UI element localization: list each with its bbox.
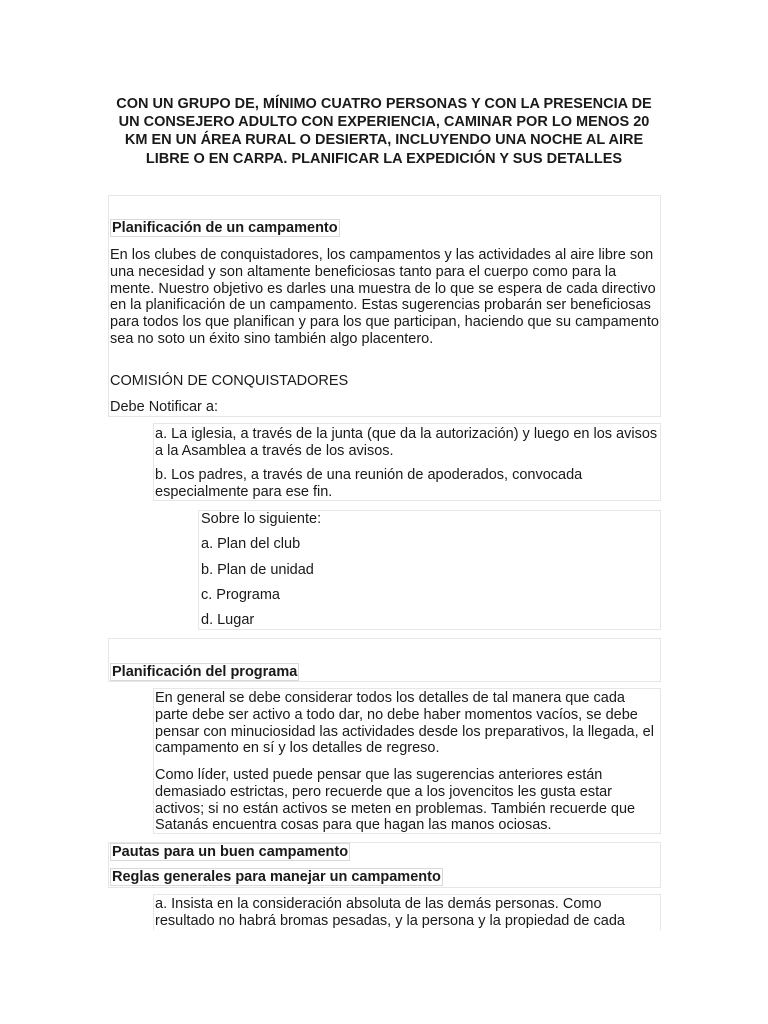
rules-list: [153, 894, 661, 930]
program-paragraph: Como líder, usted puede pensar que las sugerencias anteriores están demasiado estrictas, pero recuerde que a los jovencitos les gusta estar activos; si no están activos se meten en problemas. También recuerde que Satanás encuentra cosas para que hagan las manos ociosas.: [155, 767, 636, 834]
topics-intro: Sobre lo siguiente:: [201, 511, 322, 527]
notify-item: a. La iglesia, a través de la junta (que da la autorización) y luego en los avisos a la Asamblea a través de los avisos.: [155, 426, 658, 459]
list-item: b. Plan de unidad: [201, 562, 314, 578]
heading-highlight: Planificación del programa: [112, 664, 298, 680]
rule-item: a. Insista en la consideración absoluta de las demás personas. Como resultado no habrá bromas pesadas, y la persona y la propiedad de cada: [155, 896, 625, 929]
list-item: a. Plan del club: [201, 536, 301, 552]
heading-highlight: Planificación de un campamento: [112, 220, 338, 236]
program-paragraph: En general se debe considerar todos los detalles de tal manera que cada parte debe ser activo a todo dar, no debe haber momentos vacíos, se debe pensar con minuciosidad las actividades desde los preparativos, la llegada, el campamento en sí y los detalles de regreso.: [155, 690, 654, 757]
list-item: c. Programa: [201, 587, 280, 603]
page-title: CON UN GRUPO DE, MÍNIMO CUATRO PERSONAS Y CON LA PRESENCIA DE UN CONSEJERO ADULTO CON EXPERIENCIA, CAMINAR POR LO MENOS 20 KM EN UN ÁREA RURAL O DESIERTA, INCLUYENDO UNA NOCHE AL AIRE LIBRE O EN CARPA. PLANIFICAR LA EXPEDICIÓN Y SUS DETALLES: [116, 96, 652, 167]
heading-highlight: Reglas generales para manejar un campamento: [112, 869, 441, 885]
notify-item: b. Los padres, a través de una reunión de apoderados, convocada especialmente para ese fin.: [155, 467, 583, 500]
section-heading-reglas: [110, 869, 443, 886]
section-heading-pautas: [110, 844, 350, 861]
commission-label: COMISIÓN DE CONQUISTADORES: [110, 373, 349, 389]
section-heading-programa: [110, 664, 299, 681]
section-heading-campamento: [110, 220, 340, 237]
notify-label: Debe Notificar a:: [110, 399, 218, 415]
intro-paragraph: En los clubes de conquistadores, los campamentos y las actividades al aire libre son una necesidad y son altamente beneficiosas tanto para el cuerpo como para la mente. Nuestro objetivo es darles una muestra de lo que se espera de cada directivo en la planificación de un campamento. Estas sugerencias probarán ser beneficiosas para todos los que planifican y para los que participan, haciendo que su campamento sea no soto un éxito sino también algo placentero.: [110, 247, 659, 347]
heading-highlight: Pautas para un buen campamento: [112, 844, 349, 860]
list-item: d. Lugar: [201, 612, 255, 628]
